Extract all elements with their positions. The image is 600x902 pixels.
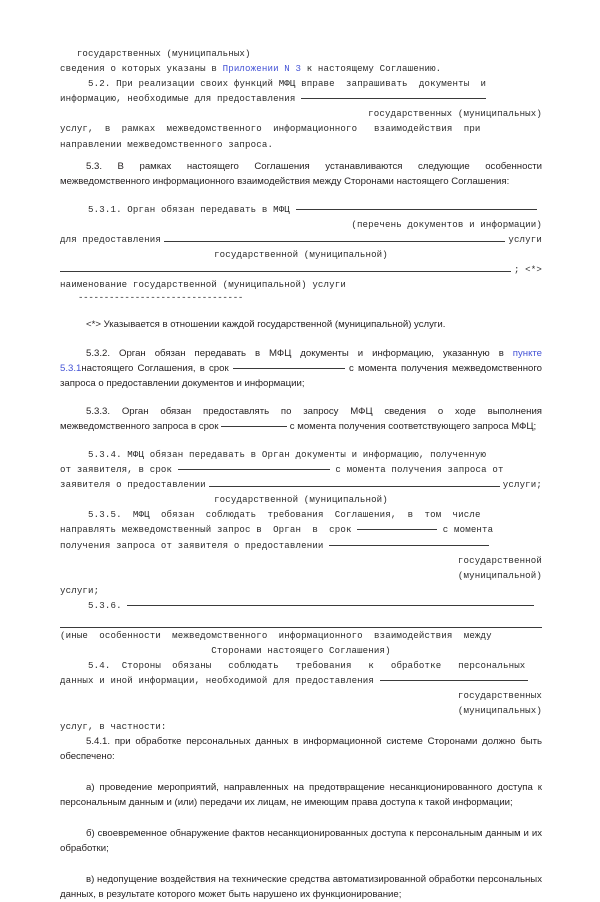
paragraph-5-2-line1: 5.2. При реализации своих функций МФЦ вправе запрашивать документы и	[60, 78, 487, 90]
paragraph-5-4-line2-a: данных и иной информации, необходимой для предоставления	[60, 675, 380, 687]
fill-blank-services-2[interactable]	[380, 680, 528, 681]
paragraph-5-2-line3: услуг, в рамках межведомственного информационного взаимодействия при	[60, 123, 481, 135]
paragraph-5-3-2-part-a: 5.3.2. Орган обязан передавать в МФЦ документы и информацию, указанную в	[86, 347, 513, 359]
fill-blank-term-3[interactable]	[178, 469, 330, 470]
paragraph-5-4-1-a: а) проведение мероприятий, направленных на предотвращение несанкционированного доступа к персональным данным и (или) передачи их лицам, не имеющим права доступа к такой информации;	[60, 781, 542, 808]
paragraph-5-3-4-line2-b: с момента получения запроса от	[329, 464, 504, 476]
paragraph-5-3-4-line2	[60, 462, 542, 477]
fill-blank-docs-list[interactable]	[296, 209, 537, 210]
paragraph-5-3-5-line2	[60, 522, 542, 537]
paragraph-5-3-5-line2-b: с момента	[437, 524, 494, 536]
paragraph-5-3-4-line2-a: от заявителя, в срок	[60, 464, 178, 476]
paragraph-5-3-2-part-c: с момента получения межведомственного запроса о предоставлении документов и информации;	[60, 362, 542, 389]
fill-blank-service-name-4[interactable]	[329, 545, 489, 546]
paragraph-5-2-line2	[60, 91, 542, 106]
caption-other-features-line2: Сторонами настоящего Соглашения)	[211, 645, 391, 657]
caption-gos-5-4: государственных	[457, 690, 542, 702]
paragraph-5-4-1-v: в) недопущение воздействия на технические средства автоматизированной обработки персональных данных, в результате которого может быть нарушено их функционирование;	[60, 874, 542, 901]
paragraph-5-4-1: 5.4.1. при обработке персональных данных в информационной системе Сторонами должно быть обеспечено:	[60, 735, 542, 762]
appendix-ref-suffix: к настоящему Соглашению.	[301, 63, 442, 75]
paragraph-5-3-6	[60, 598, 542, 613]
caption-mun-5-3-5: (муниципальной)	[457, 569, 542, 581]
footnote-separator: --------------------------------	[78, 292, 244, 304]
paragraph-5-3-5-line1: 5.3.5. МФЦ обязан соблюдать требования Соглашения, в том числе	[60, 509, 481, 521]
paragraph-5-3-4-line1: 5.3.4. МФЦ обязан передавать в Орган документы и информацию, полученную	[60, 448, 487, 460]
paragraph-5-3-3-part-b: с момента получения соответствующего запроса МФЦ;	[287, 420, 537, 432]
caption-mun-5-4: (муниципальных)	[457, 705, 542, 717]
paragraph-5-3-2-part-b: настоящего Соглашения, в срок	[81, 362, 233, 374]
paragraph-appendix-reference	[60, 61, 542, 76]
paragraph-5-3-1-line3	[60, 262, 542, 277]
caption-gos-mun-1: государственных (муниципальных)	[368, 108, 542, 120]
document-body	[60, 46, 542, 902]
paragraph-5-4-1-b: б) своевременное обнаружение фактов несанкционированных доступа к персональным данным и их обработки;	[60, 828, 542, 855]
fill-blank-term-4[interactable]	[357, 529, 437, 530]
fill-blank-other-1[interactable]	[127, 605, 534, 606]
paragraph-5-3-1-line2	[60, 232, 542, 247]
fill-blank-term-1[interactable]	[233, 368, 345, 369]
caption-gos-mun-3: государственной (муниципальной)	[214, 494, 388, 506]
footnote-text: <*> Указывается в отношении каждой государственной (муниципальной) услуги.	[86, 319, 446, 331]
paragraph-5-3-2	[60, 346, 542, 391]
caption-gos-5-3-5: государственной	[457, 554, 542, 566]
paragraph-5-3-5-line3-a: получения запроса от заявителя о предоставлении	[60, 539, 330, 551]
caption-docs-list: (перечень документов и информации)	[351, 218, 542, 230]
fill-blank-service-name-2[interactable]	[60, 262, 511, 272]
paragraph-5-4-line2	[60, 673, 542, 688]
paragraph-5-3-1-line2-tail: услуги	[508, 234, 542, 246]
link-appendix-3[interactable]: Приложении N 3	[222, 63, 302, 75]
caption-service-name: наименование государственной (муниципальной) услуги	[60, 279, 346, 291]
link-punkt-5-3-1[interactable]: пункте 5.3.1	[60, 347, 542, 374]
paragraph-5-4-tail: услуг, в частности:	[60, 720, 167, 732]
paragraph-5-3-5-line3	[60, 538, 542, 553]
paragraph-5-3-3	[60, 404, 542, 434]
fill-blank-term-2[interactable]	[221, 426, 287, 427]
paragraph-5-4-line1: 5.4. Стороны обязаны соблюдать требования к обработке персональных	[60, 660, 526, 672]
appendix-ref-prefix: сведения о которых указаны в	[60, 63, 223, 75]
paragraph-5-2-line2-text: информацию, необходимые для предоставления	[60, 93, 302, 105]
paragraph-5-3-1-lead: 5.3.1. Орган обязан передавать в МФЦ	[60, 203, 296, 215]
paragraph-5-3-1-line3-tail: ; <*>	[513, 264, 542, 276]
fill-blank-services-1[interactable]	[301, 98, 486, 99]
fill-blank-service-name-1[interactable]	[164, 232, 505, 242]
paragraph-5-3-3-part-a: 5.3.3. Орган обязан предоставлять по запросу МФЦ сведения о ходе выполнения межведомственного запроса в срок	[60, 405, 542, 432]
paragraph-mono-tail: государственных (муниципальных)	[60, 48, 251, 59]
paragraph-5-3-5-line2-a: направлять межведомственный запрос в Орган в срок	[60, 524, 358, 536]
paragraph-5-2-line4: направлении межведомственного запроса.	[60, 138, 274, 150]
fill-blank-service-name-3[interactable]	[209, 477, 500, 487]
paragraph-5-3-4-line3	[60, 477, 542, 492]
paragraph-5-3-1-line2-lead: для предоставления	[60, 234, 161, 246]
caption-gos-mun-2: государственной (муниципальной)	[214, 249, 388, 261]
paragraph-5-3-5-tail: услуги;	[60, 584, 100, 596]
paragraph-5-3: 5.3. В рамках настоящего Соглашения устанавливаются следующие особенности межведомственного информационного взаимодействия между Сторонами настоящего Соглашения:	[60, 160, 542, 187]
caption-other-features-line1: (иные особенности межведомственного информационного взаимодействия между	[60, 630, 492, 641]
paragraph-5-3-1-line1	[60, 202, 542, 217]
paragraph-5-3-4-line3-a: заявителя о предоставлении	[60, 479, 206, 491]
paragraph-5-3-4-line3-b: услуги;	[502, 479, 542, 491]
paragraph-5-3-6-lead: 5.3.6.	[60, 599, 128, 611]
